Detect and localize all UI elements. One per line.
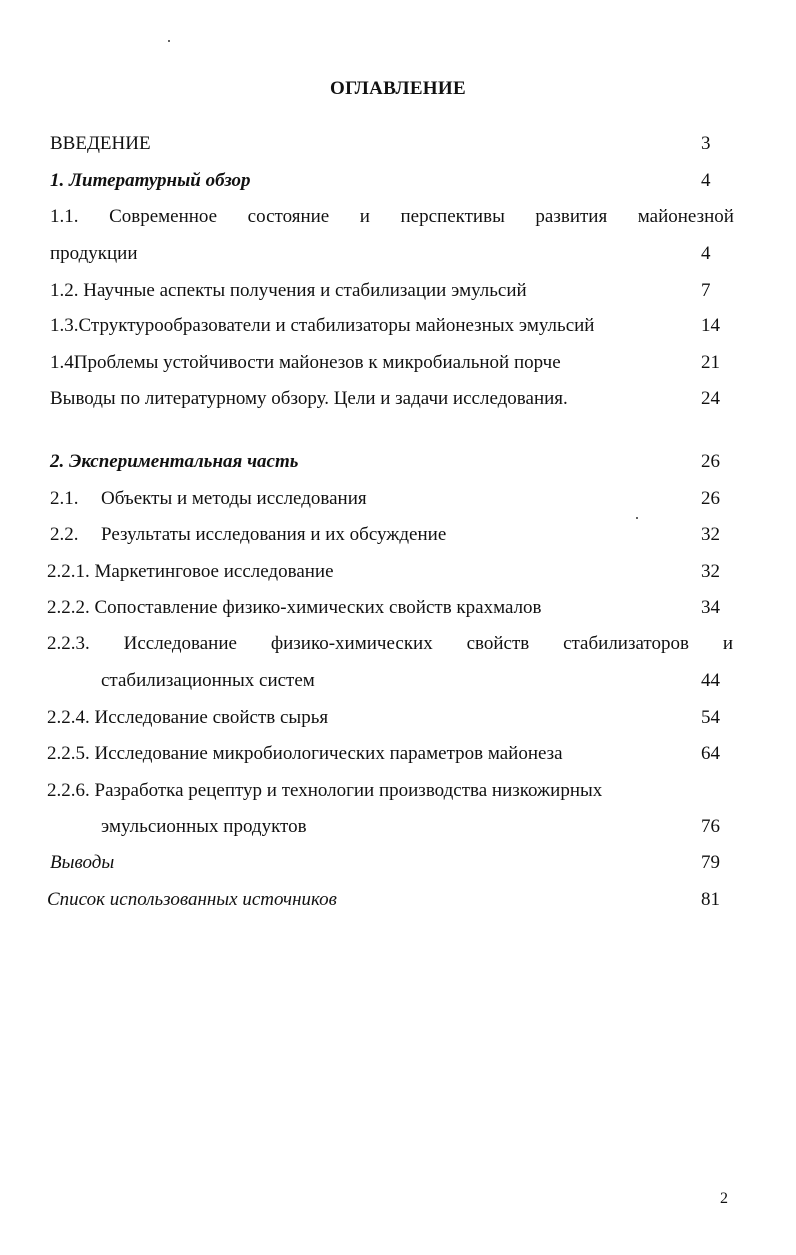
- toc-entry-1-2: 1.2. Научные аспекты получения и стабилизации эмульсий: [50, 280, 527, 301]
- toc-word: майонезной: [637, 206, 734, 227]
- toc-page-1-3: 14: [701, 315, 720, 336]
- toc-page-2-2-3: 44: [701, 670, 720, 691]
- toc-num-1-1: 1.1.: [50, 206, 79, 227]
- toc-page-intro: 3: [701, 133, 711, 154]
- toc-entry-2-2-1: 2.2.1. Маркетинговое исследование: [47, 561, 334, 582]
- toc-page-chapter-1: 4: [701, 170, 711, 191]
- toc-page-2-2-4: 54: [701, 707, 720, 728]
- toc-entry-chapter-1: 1. Литературный обзор: [50, 170, 251, 191]
- toc-entry-2-2-4: 2.2.4. Исследование свойств сырья: [47, 707, 329, 728]
- toc-page-references: 81: [701, 889, 720, 910]
- toc-word: стабилизаторов: [563, 633, 689, 654]
- toc-page-1-2: 7: [701, 280, 711, 301]
- toc-entry-1-1: [50, 206, 734, 228]
- toc-word: и: [359, 206, 370, 227]
- toc-num-2-2: 2.2.: [50, 524, 79, 545]
- toc-entry-2-2: Результаты исследования и их обсуждение: [101, 524, 447, 545]
- scan-speck: [636, 517, 638, 519]
- toc-entry-2-2-3: [47, 633, 733, 655]
- toc-page-literature-conclusions: 24: [701, 388, 720, 409]
- toc-entry-2-2-3-continued: стабилизационных систем: [101, 670, 315, 691]
- page-number: 2: [720, 1190, 728, 1207]
- toc-entry-1-1-continued: продукции: [50, 243, 138, 264]
- toc-entry-2-2-6-continued: эмульсионных продуктов: [101, 816, 307, 837]
- toc-page-chapter-2: 26: [701, 451, 720, 472]
- toc-page-2-2-2: 34: [701, 597, 720, 618]
- toc-word: развития: [535, 206, 608, 227]
- toc-entry-conclusions: Выводы: [50, 852, 115, 873]
- toc-num-2-1: 2.1.: [50, 488, 79, 509]
- toc-entry-2-2-2: 2.2.2. Сопоставление физико-химических свойств крахмалов: [47, 597, 542, 618]
- toc-entry-intro: ВВЕДЕНИЕ: [50, 133, 151, 154]
- toc-entry-literature-conclusions: Выводы по литературному обзору. Цели и задачи исследования.: [50, 388, 568, 409]
- toc-word: свойств: [466, 633, 530, 654]
- toc-page-2-2-1: 32: [701, 561, 720, 582]
- page-title: ОГЛАВЛЕНИЕ: [330, 78, 466, 99]
- toc-word: Исследование: [123, 633, 237, 654]
- toc-num-2-2-3: 2.2.3.: [47, 633, 90, 654]
- toc-entry-2-2-5: 2.2.5. Исследование микробиологических параметров майонеза: [47, 743, 563, 764]
- toc-page-2-2: 32: [701, 524, 720, 545]
- toc-word: и: [722, 633, 733, 654]
- toc-page-conclusions: 79: [701, 852, 720, 873]
- toc-entry-1-4: 1.4Проблемы устойчивости майонезов к микробиальной порче: [50, 352, 561, 373]
- toc-page-1-1: 4: [701, 243, 711, 264]
- toc-word: Современное: [109, 206, 218, 227]
- toc-entry-1-3: 1.3.Структурообразователи и стабилизаторы майонезных эмульсий: [50, 315, 595, 336]
- toc-page-2-2-5: 64: [701, 743, 720, 764]
- toc-page-1-4: 21: [701, 352, 720, 373]
- toc-word: перспективы: [400, 206, 505, 227]
- toc-entry-chapter-2: 2. Экспериментальная часть: [50, 451, 299, 472]
- toc-entry-2-2-6: 2.2.6. Разработка рецептур и технологии производства низкожирных: [47, 780, 603, 801]
- toc-page-2-1: 26: [701, 488, 720, 509]
- toc-entry-references: Список использованных источников: [47, 889, 337, 910]
- toc-page-2-2-6: 76: [701, 816, 720, 837]
- scan-speck: [168, 40, 170, 42]
- toc-word: физико-химических: [270, 633, 433, 654]
- toc-word: состояние: [247, 206, 330, 227]
- toc-entry-2-1: Объекты и методы исследования: [101, 488, 367, 509]
